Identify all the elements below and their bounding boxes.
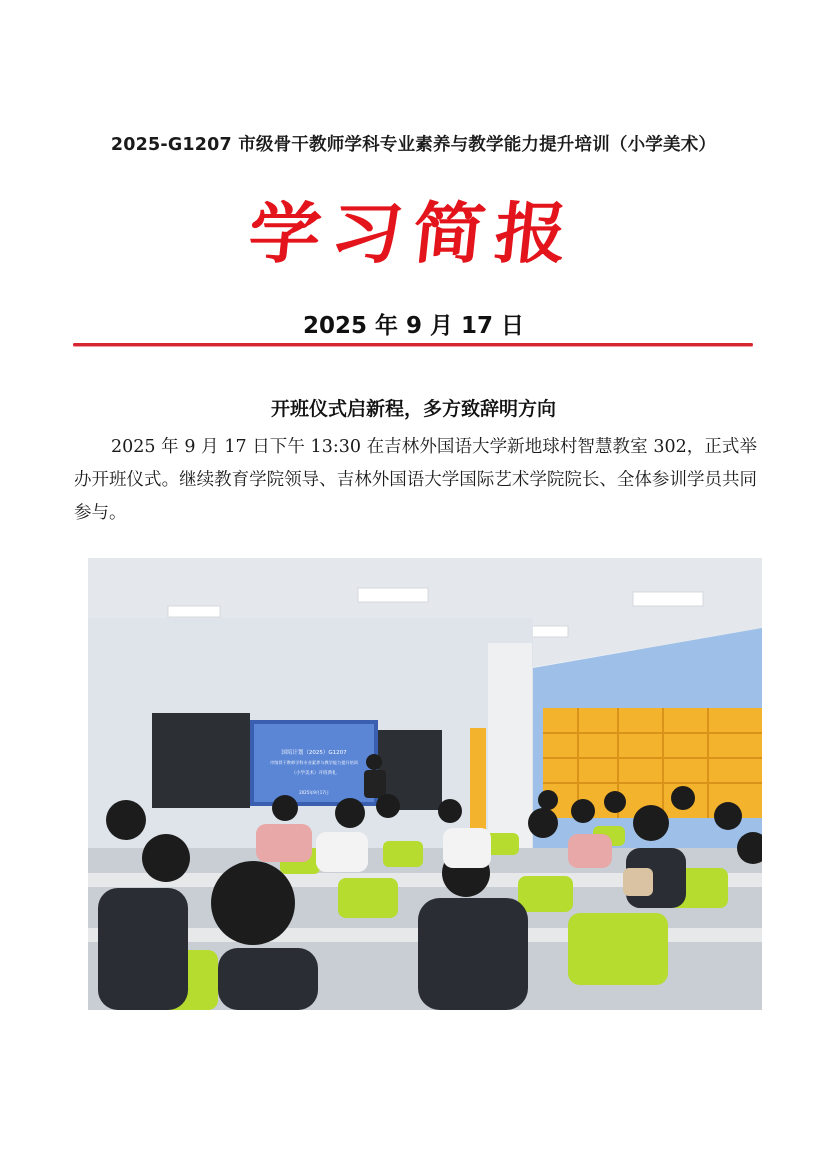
screen-line3: （小学美术）开班典礼 — [291, 771, 337, 776]
classroom-photo — [88, 558, 762, 1010]
screen-line2: 市级骨干教师学科专业素养与教学能力提升培训 — [270, 760, 358, 765]
issue-date: 2025 年 9 月 17 日 — [302, 313, 525, 339]
article-paragraph: 2025 年 9 月 17 日下午 13:30 在吉林外国语大学新地球村智慧教室 302，正式举办开班仪式。继续教育学院领导、吉林外国语大学国际艺术学院院长、全体参训学员共同参与。 — [74, 437, 757, 523]
article-title: 开班仪式启新程，多方致辞明方向 — [270, 398, 556, 420]
header-divider — [73, 343, 753, 346]
course-title: 2025-G1207 市级骨干教师学科专业素养与教学能力提升培训（小学美术） — [110, 135, 717, 155]
screen-date: 2025年9月17日 — [299, 790, 329, 795]
masthead-title: 学习简报 — [244, 193, 582, 273]
screen-title: 国培计划（2025）G1207 — [281, 750, 347, 756]
